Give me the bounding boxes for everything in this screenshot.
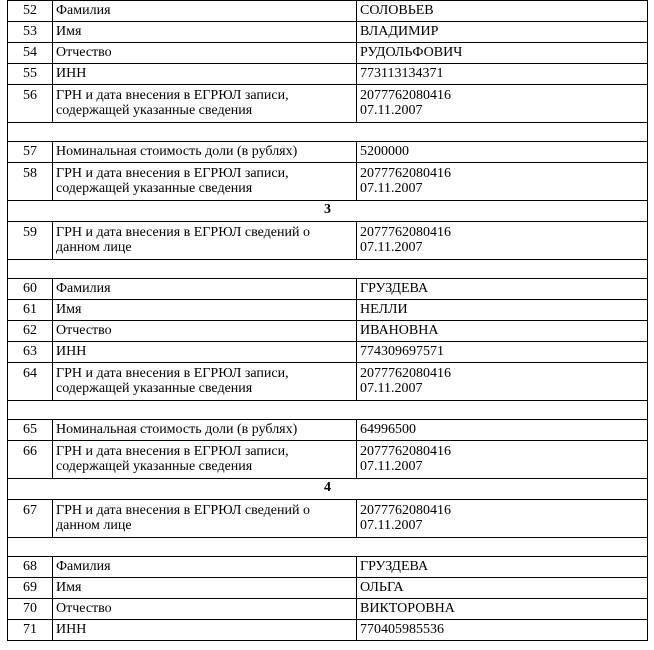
row-number: 62	[8, 321, 53, 342]
table-row	[8, 578, 648, 599]
table-row	[8, 222, 648, 260]
field-value-line: 2077762080416	[360, 366, 451, 381]
field-value-line: 2077762080416	[360, 88, 451, 103]
field-value-line: 5200000	[360, 144, 409, 159]
field-label-line: Фамилия	[56, 559, 111, 574]
table-row	[8, 620, 648, 641]
field-value-line: 07.11.2007	[360, 518, 423, 533]
field-label-line: Номинальная стоимость доли (в рублях)	[56, 422, 298, 437]
field-value	[357, 420, 648, 441]
field-value-line: СОЛОВЬЕВ	[360, 3, 434, 18]
field-label-line: ИНН	[56, 344, 87, 359]
field-value	[357, 142, 648, 163]
gap-cell	[8, 401, 648, 420]
field-label-line: ГРН и дата внесения в ЕГРЮЛ сведений о	[56, 503, 310, 518]
row-number: 57	[8, 142, 53, 163]
field-value	[357, 363, 648, 401]
row-number: 71	[8, 620, 53, 641]
field-label-line: ГРН и дата внесения в ЕГРЮЛ сведений о	[56, 225, 310, 240]
field-label	[53, 599, 357, 620]
field-label	[53, 1, 357, 22]
field-value	[357, 85, 648, 123]
field-label	[53, 142, 357, 163]
field-label-line: Номинальная стоимость доли (в рублях)	[56, 144, 298, 159]
field-value	[357, 441, 648, 479]
field-label-line: Имя	[56, 580, 82, 595]
row-number: 61	[8, 300, 53, 321]
field-value-line: 2077762080416	[360, 444, 451, 459]
table-gap-row	[8, 401, 648, 420]
gap-cell	[8, 260, 648, 279]
field-label-line: Отчество	[56, 45, 112, 60]
table-gap-row	[8, 538, 648, 557]
row-number: 56	[8, 85, 53, 123]
field-value	[357, 342, 648, 363]
table-row	[8, 500, 648, 538]
field-value-line: 773113134371	[360, 66, 444, 81]
field-label	[53, 22, 357, 43]
field-value	[357, 279, 648, 300]
field-value-line: ГРУЗДЕВА	[360, 559, 429, 574]
field-value-line: 07.11.2007	[360, 181, 423, 196]
row-number: 59	[8, 222, 53, 260]
field-value-line: 64996500	[360, 422, 416, 437]
field-label	[53, 363, 357, 401]
field-label-line: ИНН	[56, 66, 87, 81]
section-header-row	[8, 479, 648, 500]
field-label-line: ИНН	[56, 622, 87, 637]
row-number: 70	[8, 599, 53, 620]
field-value-line: 07.11.2007	[360, 103, 423, 118]
gap-cell	[8, 123, 648, 142]
row-number: 52	[8, 1, 53, 22]
field-label-line: ГРН и дата внесения в ЕГРЮЛ записи,	[56, 166, 289, 181]
row-number: 66	[8, 441, 53, 479]
field-label-line: Отчество	[56, 323, 112, 338]
field-value-line: 774309697571	[360, 344, 444, 359]
section-header-row	[8, 201, 648, 222]
field-value-line: 07.11.2007	[360, 459, 423, 474]
register-table	[7, 0, 648, 641]
field-value-line: ИВАНОВНА	[360, 323, 439, 338]
field-label	[53, 500, 357, 538]
field-value	[357, 22, 648, 43]
table-row	[8, 342, 648, 363]
row-number: 67	[8, 500, 53, 538]
field-label-line: содержащей указанные сведения	[56, 103, 253, 118]
row-number: 63	[8, 342, 53, 363]
field-label-line: содержащей указанные сведения	[56, 459, 253, 474]
row-number: 58	[8, 163, 53, 201]
row-number: 60	[8, 279, 53, 300]
field-label	[53, 85, 357, 123]
row-number: 68	[8, 557, 53, 578]
field-label-line: данном лице	[56, 518, 132, 533]
table-row	[8, 64, 648, 85]
field-label	[53, 300, 357, 321]
field-value	[357, 578, 648, 599]
table-row	[8, 279, 648, 300]
field-label-line: данном лице	[56, 240, 132, 255]
table-row	[8, 163, 648, 201]
field-value	[357, 222, 648, 260]
field-value-line: 07.11.2007	[360, 240, 423, 255]
field-label-line: ГРН и дата внесения в ЕГРЮЛ записи,	[56, 366, 289, 381]
field-label-line: Имя	[56, 24, 82, 39]
field-label	[53, 578, 357, 599]
table-row	[8, 300, 648, 321]
register-extract-page	[7, 0, 647, 650]
row-number: 65	[8, 420, 53, 441]
field-label	[53, 342, 357, 363]
section-number: 4	[8, 479, 648, 500]
table-row	[8, 363, 648, 401]
field-label-line: содержащей указанные сведения	[56, 181, 253, 196]
row-number: 64	[8, 363, 53, 401]
table-row	[8, 599, 648, 620]
field-value-line: 07.11.2007	[360, 381, 423, 396]
field-label	[53, 43, 357, 64]
table-row	[8, 85, 648, 123]
gap-cell	[8, 538, 648, 557]
field-label-line: ГРН и дата внесения в ЕГРЮЛ записи,	[56, 88, 289, 103]
field-value-line: 770405985536	[360, 622, 444, 637]
field-value-line: ВИКТОРОВНА	[360, 601, 455, 616]
row-number: 54	[8, 43, 53, 64]
field-label-line: ГРН и дата внесения в ЕГРЮЛ записи,	[56, 444, 289, 459]
field-label	[53, 557, 357, 578]
field-value-line: ВЛАДИМИР	[360, 24, 439, 39]
field-value	[357, 321, 648, 342]
field-value	[357, 43, 648, 64]
field-label-line: Фамилия	[56, 3, 111, 18]
table-gap-row	[8, 123, 648, 142]
field-label	[53, 64, 357, 85]
field-value	[357, 163, 648, 201]
field-label	[53, 163, 357, 201]
field-value	[357, 599, 648, 620]
table-row	[8, 441, 648, 479]
field-value-line: РУДОЛЬФОВИЧ	[360, 45, 463, 60]
table-row	[8, 22, 648, 43]
field-value-line: 2077762080416	[360, 166, 451, 181]
field-label	[53, 620, 357, 641]
row-number: 55	[8, 64, 53, 85]
field-label	[53, 420, 357, 441]
field-label-line: Имя	[56, 302, 82, 317]
table-row	[8, 43, 648, 64]
field-label-line: Отчество	[56, 601, 112, 616]
table-row	[8, 142, 648, 163]
register-table-body	[8, 1, 648, 641]
field-value	[357, 300, 648, 321]
field-value	[357, 64, 648, 85]
field-label-line: Фамилия	[56, 281, 111, 296]
field-value-line: 2077762080416	[360, 503, 451, 518]
row-number: 69	[8, 578, 53, 599]
table-gap-row	[8, 260, 648, 279]
table-row	[8, 557, 648, 578]
field-value-line: 2077762080416	[360, 225, 451, 240]
section-number: 3	[8, 201, 648, 222]
table-row	[8, 321, 648, 342]
row-number: 53	[8, 22, 53, 43]
field-value-line: ОЛЬГА	[360, 580, 404, 595]
field-value-line: ГРУЗДЕВА	[360, 281, 429, 296]
field-label	[53, 279, 357, 300]
table-row	[8, 1, 648, 22]
field-value	[357, 500, 648, 538]
field-label-line: содержащей указанные сведения	[56, 381, 253, 396]
field-label	[53, 222, 357, 260]
field-label	[53, 321, 357, 342]
field-value	[357, 1, 648, 22]
field-value	[357, 620, 648, 641]
field-value-line: НЕЛЛИ	[360, 302, 408, 317]
field-label	[53, 441, 357, 479]
field-value	[357, 557, 648, 578]
table-row	[8, 420, 648, 441]
